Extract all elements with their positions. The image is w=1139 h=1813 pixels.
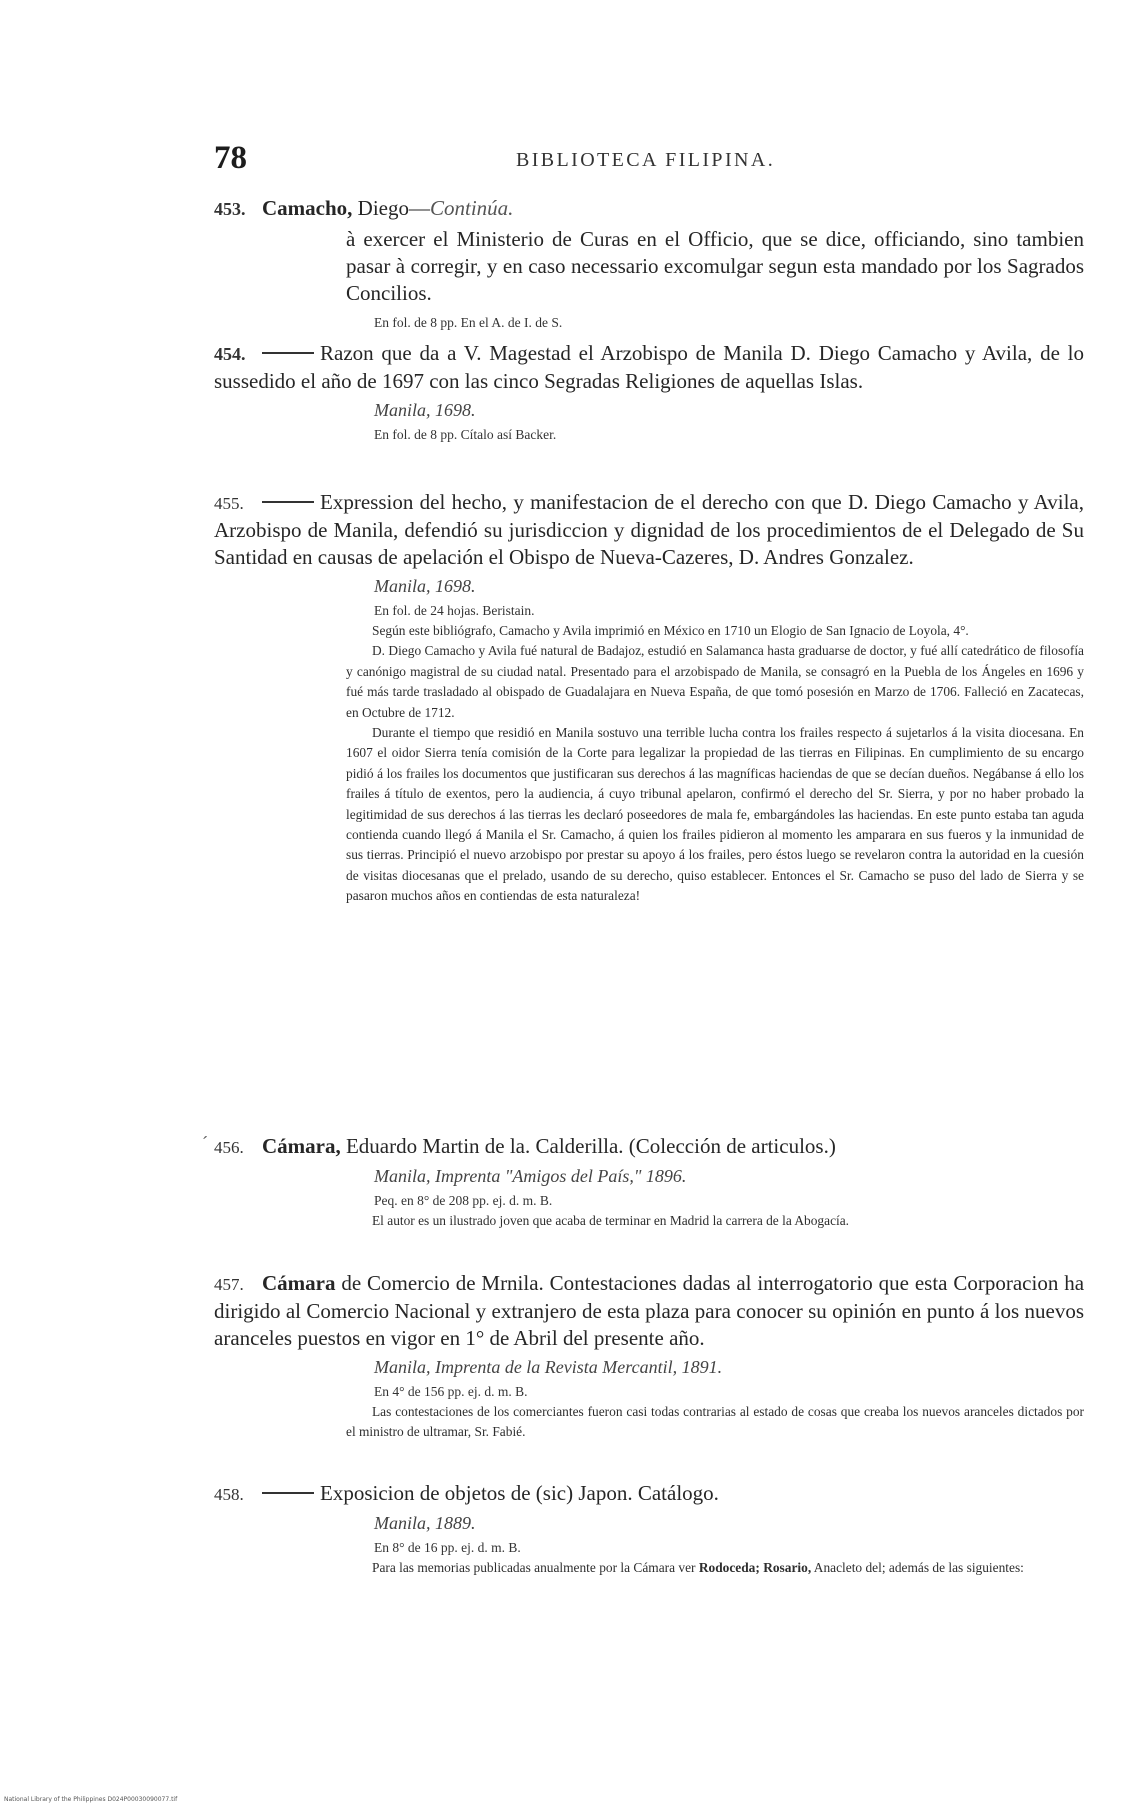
entry-heading <box>214 1270 1084 1352</box>
entry-text: Expression del hecho, y manifestacion de el derecho con que D. Diego Camacho y Avila, Arzobispo de Manila, defendió su jurisdiccion y dignidad de los procedimientos de el Delegado de Su Santidad en causas de apelación el Obispo de Nueva-Cazeres, D. Andres Gonzalez. <box>214 490 1084 569</box>
ditto-dash <box>262 501 314 503</box>
entry-note: Las contestaciones de los comerciantes fueron casi todas contrarias al estado de cosas que creaba los nuevos aranceles dictados por el ministro de ultramar, Sr. Fabié. <box>346 1404 1084 1440</box>
entry-text: Razon que da a V. Magestad el Arzobispo de Manila D. Diego Camacho y Avila, de lo sussedido el año de 1697 con las cinco Segradas Religiones de aquellas Islas. <box>214 341 1084 393</box>
entry-author: Camacho, <box>262 196 353 220</box>
entry-number: 457. <box>214 1275 244 1294</box>
entry-heading <box>214 489 1084 571</box>
entry-text: Exposicion de objetos de (sic) Japon. Catálogo. <box>320 1481 719 1505</box>
entry-number: 454. <box>214 344 246 364</box>
entry-format: En fol. de 24 hojas. Beristain. <box>374 603 535 618</box>
entry-text: à exercer el Ministerio de Curas en el Officio, que se dice, officiando, sino tambien pasar à corregir, y en caso necessario excomulgar segun esta mandado por los Sagrados Concilios. <box>346 227 1084 305</box>
entry-note: Durante el tiempo que residió en Manila sostuvo una terrible lucha contra los frailes respecto á sujetarlos á la visita diocesana. En 1607 el oidor Sierra tenía comisión de la Corte para legalizar la propiedad de las tierras en Filipinas. En cumplimiento de su encargo pidió á los frailes los documentos que justificaran sus derechos á las magníficas haciendas de que se decían dueños. Negábanse á ello los frailes á título de exentos, pero la audiencia, á cuyo tribunal apelaron, confirmó el derecho del Sr. Sierra, y por no haber probado la legitimidad de sus derechos á las tierras les declaró poseedores de mala fe, embargándoles las haciendas. En este punto estaba tan aguda contienda cuando llegó á Manila el Sr. Camacho, á quien los frailes pidieron al momento les amparara en sus fueros y la inmunidad de sus tierras. Principió el nuevo arzobispo por prestar su apoyo á los frailes, pero éstos luego se revelaron contra la autoridad en la cuesión de visitas diocesanas que el prelado, usando de su derecho, quiso establecer. Entonces el Sr. Camacho se puso del lado de Sierra y se pasaron muchos años en contiendas de esta naturaleza! <box>346 725 1084 904</box>
note-text: además de las siguientes: <box>885 1560 1024 1575</box>
scan-footer: National Library of the Philippines D024P00030090077.tif <box>4 1796 178 1803</box>
entry-number: 458. <box>214 1485 244 1504</box>
entry-imprint: Manila, Imprenta "Amigos del País," 1896. <box>374 1166 687 1186</box>
entry-text: de Comercio de Mrnila. Contestaciones dadas al interrogatorio que esta Corporacion ha dirigido al Comercio Nacional y extranjero de esta plaza para conocer su opinión en punto á los nuevos aranceles puestos en vigor en 1° de Abril del presente año. <box>214 1271 1085 1350</box>
entry-format: En 8° de 16 pp. ej. d. m. B. <box>374 1540 521 1555</box>
ditto-dash <box>262 1492 314 1494</box>
entry-note <box>346 1558 1084 1578</box>
entry-imprint: Manila, Imprenta de la Revista Mercantil, 1891. <box>374 1357 723 1377</box>
entry-number: 456. <box>214 1138 244 1157</box>
ditto-dash <box>262 352 314 354</box>
note-text: Anacleto del; <box>811 1560 886 1575</box>
page-number: 78 <box>214 140 247 176</box>
entry-author-rest: Diego— <box>352 196 430 220</box>
margin-mark: ´ <box>202 1133 208 1153</box>
entry-number: 455. <box>214 494 244 513</box>
entry-format: En fol. de 8 pp. Cítalo así Backer. <box>374 427 557 442</box>
entry-format: Peq. en 8° de 208 pp. ej. d. m. B. <box>374 1193 553 1208</box>
entry-imprint: Manila, 1698. <box>374 576 476 596</box>
entry-text: Eduardo Martin de la. Calderilla. (Colección de articulos.) <box>345 1134 836 1158</box>
entry-note: D. Diego Camacho y Avila fué natural de Badajoz, estudió en Salamanca hasta graduarse de doctor, y fué allí catedrático de filosofía y canónigo magistral de su ciudad natal. Presentado para el arzobispado de Manila, se consagró en la Puebla de los Ángeles en 1696 y fué más tarde trasladado al obispado de Guadalajara en Nueva España, de que tomó posesión en Marzo de 1706. Falleció en Zacatecas, en Octubre de 1712. <box>346 643 1084 720</box>
entry-458 <box>214 1480 1084 1578</box>
entry-453 <box>214 195 1084 333</box>
entry-454 <box>214 340 1084 445</box>
entry-author: Cámara, <box>262 1134 341 1158</box>
entry-456 <box>214 1133 1084 1231</box>
entry-457 <box>214 1270 1084 1443</box>
entry-continuation: Continúa. <box>430 196 514 220</box>
entry-455 <box>214 489 1084 907</box>
running-head <box>214 140 1084 180</box>
entry-heading <box>214 1480 1084 1508</box>
entry-number: 453. <box>214 199 246 219</box>
entry-heading <box>214 195 1084 223</box>
entry-note: El autor es un ilustrado joven que acaba de terminar en Madrid la carrera de la Abogacía. <box>372 1213 850 1228</box>
note-ref-names: Rodoceda; Rosario, <box>698 1560 812 1575</box>
entry-format: En fol. de 8 pp. En el A. de I. de S. <box>374 315 563 330</box>
entry-heading <box>214 340 1084 395</box>
entry-imprint: Manila, 1889. <box>374 1513 476 1533</box>
entry-format: En 4° de 156 pp. ej. d. m. B. <box>374 1384 528 1399</box>
entry-note: Según este bibliógrafo, Camacho y Avila imprimió en México en 1710 un Elogio de San Ignacio de Loyola, 4°. <box>372 623 969 638</box>
entry-imprint: Manila, 1698. <box>374 400 476 420</box>
page-head-title: BIBLIOTECA FILIPINA. <box>516 149 776 171</box>
note-text: Para las memorias publicadas anualmente por la Cámara ver <box>372 1560 699 1575</box>
entry-author: Cámara <box>262 1271 336 1295</box>
entry-heading <box>214 1133 1084 1161</box>
